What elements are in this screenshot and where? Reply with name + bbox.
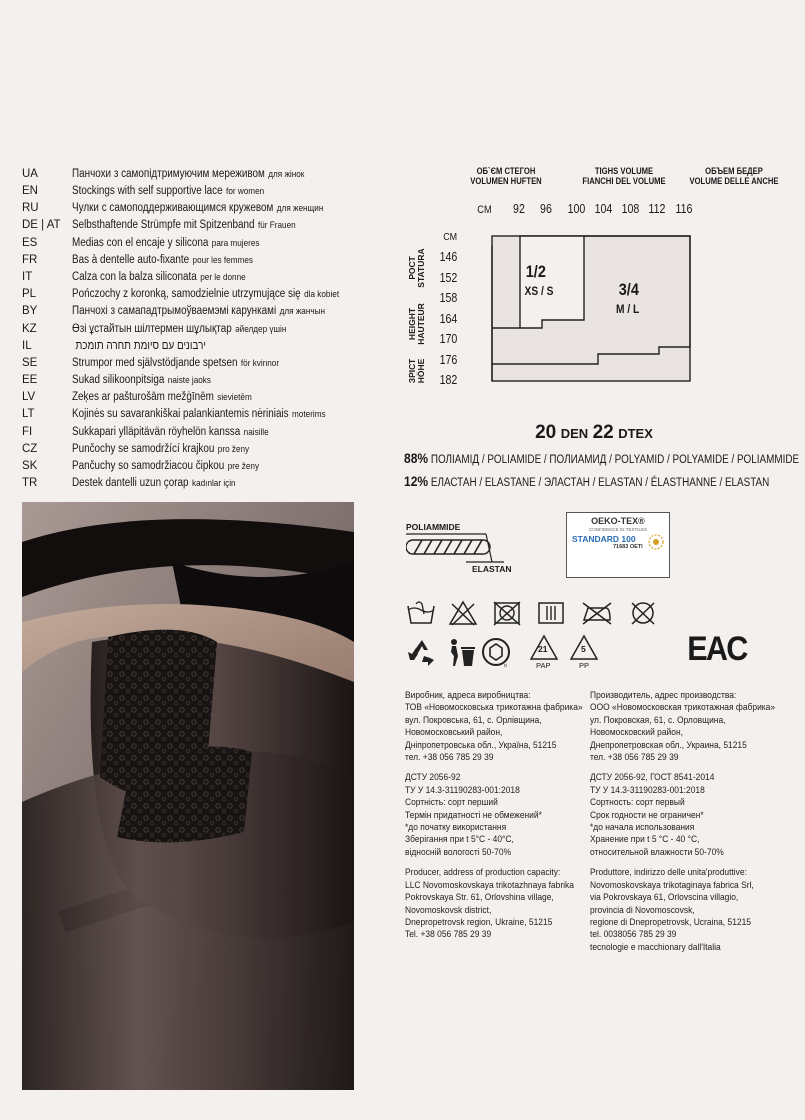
hand-wash-icon	[406, 600, 436, 626]
language-text: Selbsthaftende Strümpfe mit Spitzenband	[72, 219, 255, 232]
language-code: FR	[22, 253, 38, 266]
no-tumble-dry-icon	[492, 600, 522, 626]
producer-ru-line: Новомосковский район,	[590, 727, 683, 739]
language-code: TR	[22, 477, 38, 490]
height-cm-label: CM	[443, 231, 458, 243]
language-suffix: pour les femmes	[192, 254, 253, 266]
hips-tick: 104	[594, 202, 613, 216]
tidy-man-bin-icon	[446, 638, 476, 668]
language-row	[22, 338, 402, 355]
producer-it-line: Produttore, indirizzo delle unita'produttive:	[590, 867, 747, 879]
composition-row-elastane	[404, 473, 769, 489]
language-code: KZ	[22, 322, 37, 335]
no-bleach-icon	[448, 600, 478, 626]
producer-en-line: Dnepropetrovsk region, Ukraine, 51215	[405, 916, 553, 928]
producer-ua-line: вул. Покровська, 61, с. Орлівщина,	[405, 714, 542, 726]
standards-ua-line: ТУ У 14.3-31190283-001:2018	[405, 784, 520, 796]
height-tick: 152	[439, 270, 458, 285]
language-text: Destek dantelli uzun çorap	[72, 477, 189, 490]
language-suffix: for women	[226, 186, 265, 198]
language-code: IL	[22, 339, 32, 352]
recycle-symbols-row	[406, 636, 666, 676]
language-description	[72, 255, 253, 267]
producer-it-line: regione di Dnepropetrovsk, Ucraina, 51215	[590, 916, 751, 928]
language-text: Sukkapari ylläpitävän röyhelön kanssa	[72, 425, 241, 438]
language-row	[22, 475, 402, 492]
standards-ru-line: Сортность: сорт первый	[590, 797, 685, 809]
oeko-number: 71683 OETI	[613, 544, 643, 550]
producer-en-line: Novomoskovsk district,	[405, 904, 492, 916]
language-row	[22, 166, 402, 183]
dtex-unit: DTEX	[618, 426, 653, 441]
language-row	[22, 372, 402, 389]
language-suffix: sievietēm	[217, 392, 252, 404]
yarn-twist-icon	[406, 522, 536, 578]
language-description	[72, 289, 339, 301]
language-code: PL	[22, 288, 37, 301]
language-suffix: kadınlar için	[191, 478, 236, 490]
standards-ru-line: относительной влажности 50-70%	[590, 846, 724, 858]
oeko-tagline: CONFIDENCE IN TEXTILES	[589, 527, 647, 532]
producer-ru-line: Днепропетровская обл., Украина, 51215	[590, 739, 747, 751]
language-code: IT	[22, 270, 33, 283]
language-suffix: moterims	[292, 409, 326, 421]
producer-ua-line: ТОВ «Новомосковська трикотажна фабрика»	[405, 702, 583, 714]
language-description	[72, 375, 211, 387]
language-text: Kojinės su savarankiškai palankiantemis nėriniais	[72, 408, 289, 421]
language-text: Pančuchy so samodržiacou čipkou	[72, 460, 225, 473]
language-code: LT	[22, 408, 35, 421]
language-text: Pończochy z koronką, samodzielnie utrzymujące się	[72, 288, 301, 301]
language-description	[72, 478, 236, 490]
language-row	[22, 389, 402, 406]
elastane-text: ЕЛАСТАН / ELASTANE / ЭЛАСТАН / ELASTAN / ÉLASTHANNE / ELASTAN	[430, 477, 770, 489]
standards-ru-line: ДСТУ 2056-92, ГОСТ 8541-2014	[590, 772, 715, 784]
language-row	[22, 304, 402, 321]
oeko-tex-label	[566, 512, 670, 578]
hips-label-ru-fr: ОБЪЕМ БЕДЕР VOLUME DELLE ANCHE	[689, 166, 779, 187]
hips-label-en-it: TIGHS VOLUME FIANCHI DEL VOLUME	[582, 166, 666, 187]
yarn-bottom-label: ELASTAN	[472, 564, 512, 574]
hips-tick: 112	[648, 202, 666, 216]
language-row	[22, 235, 402, 252]
hips-tick: 108	[621, 202, 640, 216]
language-text: Sukad silikoonpitsiga	[72, 374, 165, 387]
producer-ru	[590, 690, 775, 954]
den-value: 20	[535, 422, 557, 443]
size-large-letters: M / L	[616, 302, 640, 316]
producer-ru-line: ООО «Новомосковская трикотажная фабрика»	[590, 702, 776, 714]
recycle-21-label: PAP	[536, 661, 551, 670]
language-code: UA	[22, 167, 38, 180]
no-iron-icon	[580, 600, 614, 626]
height-tick: 146	[439, 250, 458, 264]
language-text: Stockings with self supportive lace	[72, 185, 223, 198]
language-text: Medias con el encaje y silicona	[72, 236, 209, 249]
composition-row-polyamide	[404, 450, 799, 466]
language-description	[72, 169, 304, 181]
producer-ua-line: Дніпропетровська обл., Україна, 51215	[405, 739, 557, 751]
producer-ua-line: Новомосковський район,	[405, 727, 503, 739]
producer-it-line: provincia di Novomoscovsk,	[590, 904, 695, 916]
producer-en-line: Producer, address of production capacity:	[405, 867, 561, 879]
language-description	[72, 392, 252, 404]
language-code: LV	[22, 391, 36, 404]
standards-ua-line: Зберігання при t 5°C - 40°C,	[405, 834, 514, 846]
size-chart	[404, 150, 784, 410]
language-suffix: dla kobiet	[304, 289, 340, 301]
language-row	[22, 218, 402, 235]
standards-ru-line: *до начала использования	[590, 822, 695, 834]
language-suffix: pro ženy	[217, 443, 250, 455]
language-text: Панчохи з самопідтримуючим мереживом	[72, 167, 265, 180]
language-code: EE	[22, 374, 38, 387]
recycle-5-number: 5	[581, 644, 586, 654]
hips-tick: 96	[540, 202, 552, 216]
language-text: Чулки с самоподдерживающимся кружевом	[72, 202, 274, 215]
language-description	[72, 461, 259, 473]
language-suffix: naisille	[243, 426, 269, 438]
language-description	[72, 341, 206, 353]
language-description	[72, 220, 296, 232]
language-suffix: pre ženy	[227, 461, 260, 473]
product-photo	[22, 502, 354, 1090]
language-suffix: für Frauen	[257, 220, 296, 232]
density-line	[404, 422, 784, 444]
polyamide-text: ПОЛІАМІД / POLIAMIDE / ПОЛИАМИД / POLYAMID / POLYAMIDE / POLIAMMIDE	[430, 454, 800, 466]
den-unit: DEN	[560, 426, 589, 441]
language-suffix: для женщин	[276, 203, 324, 215]
producer-en-line: Pokrovskaya Str. 61, Orlovshina village,	[405, 892, 554, 904]
producer-ru-line: Производитель, адрес производства:	[590, 690, 737, 701]
size-small-number: 1/2	[525, 262, 546, 281]
language-suffix: para mujeres	[211, 237, 260, 249]
size-small-letters: XS / S	[524, 284, 554, 298]
dtex-value: 22	[592, 422, 614, 443]
producer-ua-line: тел. +38 056 785 29 39	[405, 752, 494, 764]
yarn-diagram	[406, 522, 536, 578]
height-tick: 170	[439, 332, 458, 346]
svg-text:o: o	[504, 663, 507, 669]
language-code: RU	[22, 202, 39, 215]
language-description	[72, 444, 249, 456]
hips-tick: 116	[675, 202, 693, 216]
hips-cm-label: CM	[477, 204, 492, 216]
size-large-number: 3/4	[618, 280, 639, 299]
language-text: Өзі ұстайтын шілтермен шұлықтар	[72, 322, 232, 335]
language-suffix: для жінок	[268, 168, 305, 180]
language-row	[22, 441, 402, 458]
oeko-brand: OEKO-TEX®	[591, 516, 645, 526]
polyamide-percent: 88%	[404, 450, 429, 466]
recycle-21-number: 21	[538, 644, 548, 654]
standards-ua-line: ДСТУ 2056-92	[405, 772, 461, 784]
language-text: Calza con la balza siliconata	[72, 270, 197, 283]
language-row	[22, 200, 402, 217]
language-text: Zeķes ar pašturošām mežģīnēm	[72, 391, 214, 404]
language-code: EN	[22, 185, 38, 198]
height-tick: 158	[439, 291, 458, 305]
producer-ua-line: Виробник, адреса виробництва:	[405, 690, 531, 701]
language-suffix: för kvinnor	[240, 357, 280, 369]
language-row	[22, 252, 402, 269]
recycle-icon	[406, 638, 438, 668]
language-row	[22, 407, 402, 424]
language-description	[72, 427, 269, 439]
language-code: ES	[22, 236, 38, 249]
producer-ua	[405, 690, 583, 942]
eac-mark: EAC	[687, 630, 747, 668]
standards-ua-line: відносній вологості 50-70%	[405, 846, 512, 858]
language-suffix: per le donne	[200, 271, 246, 283]
producer-it-line: tecnologie e macchionary dall'Italia	[590, 941, 721, 953]
language-description-list	[22, 166, 402, 493]
standards-ua-line: Сортність: сорт перший	[405, 797, 498, 809]
language-row	[22, 458, 402, 475]
hips-tick: 92	[513, 202, 525, 216]
language-description	[72, 358, 279, 370]
language-code: SK	[22, 460, 38, 473]
standards-ru-line: ТУ У 14.3-31190283-001:2018	[590, 784, 705, 796]
standards-ua-line: Термін придатності не обмежений*	[405, 809, 542, 821]
language-text: ירבונים עם סיומת תחרה תומכת	[75, 339, 206, 352]
height-label-2: HEIGHT HAUTEUR	[407, 303, 426, 345]
producer-it-line: Novomoskovskaya trikotaginaya fabrica Srl,	[590, 879, 754, 891]
producer-en-line: LLC Novomoskovskaya trikotazhnaya fabrika	[405, 879, 574, 891]
language-text: Панчохі з самападтрымоўваемэмі карункамі	[72, 305, 277, 318]
language-code: DE | AT	[22, 219, 61, 232]
height-tick: 164	[439, 311, 458, 326]
care-symbols-row	[406, 600, 666, 630]
language-code: SE	[22, 356, 38, 369]
language-text: Strumpor med självstödjande spetsen	[72, 356, 238, 369]
hips-label-ua-de: ОБ`ЄМ СТЕГОН VOLUMEN HUFTEN	[470, 166, 542, 187]
language-code: CZ	[22, 442, 38, 455]
language-description	[72, 324, 286, 336]
language-code: FI	[22, 425, 33, 438]
height-label-3: ЗРІСТ HÖHE	[407, 358, 426, 384]
elastane-percent: 12%	[404, 473, 429, 489]
language-suffix: для жанчын	[279, 306, 325, 318]
language-description	[72, 306, 325, 318]
language-code: BY	[22, 305, 38, 318]
language-suffix: әйелдер үшін	[235, 323, 287, 335]
language-description	[72, 203, 323, 215]
height-tick: 182	[439, 373, 458, 387]
yarn-top-label: POLIAMMIDE	[406, 522, 461, 532]
oeko-flower-icon	[647, 533, 665, 551]
no-dry-clean-icon	[628, 600, 658, 626]
producer-ru-line: ул. Покровская, 61, с. Орловщина,	[590, 714, 726, 726]
language-description	[72, 238, 259, 250]
language-suffix: naiste jaoks	[167, 375, 211, 387]
oeko-standard: STANDARD 100	[572, 534, 636, 544]
standards-ru-line: Хранение при t 5 °C - 40 °C,	[590, 834, 700, 846]
recyclable-packaging-icon	[480, 636, 516, 670]
language-description	[72, 186, 264, 198]
hips-tick: 100	[567, 202, 586, 216]
producer-it-line: via Pokrovskaya 61, Orlovscina villagio,	[590, 892, 739, 904]
language-description	[72, 272, 246, 284]
standards-ua-line: *до початку використання	[405, 822, 507, 834]
height-label-1: РОСТ STATURA	[407, 248, 426, 288]
size-grid	[404, 150, 784, 410]
language-row	[22, 183, 402, 200]
language-row	[22, 269, 402, 286]
language-text: Bas à dentelle auto-fixante	[72, 253, 190, 266]
producer-it-line: tel. 0038056 785 29 39	[590, 929, 677, 941]
language-row	[22, 355, 402, 372]
standards-ru-line: Срок годности не ограничен*	[590, 809, 704, 821]
recycle-5-label: PP	[579, 661, 590, 670]
stocking-leg-illustration	[22, 502, 354, 1090]
language-text: Punčochy se samodržící krajkou	[72, 442, 215, 455]
language-row	[22, 321, 402, 338]
language-row	[22, 424, 402, 441]
language-description	[72, 409, 326, 421]
drip-dry-icon	[536, 600, 566, 626]
producer-en-line: Tel. +38 056 785 29 39	[405, 929, 492, 941]
language-row	[22, 286, 402, 303]
producer-ru-line: тел. +38 056 785 29 39	[590, 752, 679, 764]
height-tick: 176	[439, 352, 458, 367]
